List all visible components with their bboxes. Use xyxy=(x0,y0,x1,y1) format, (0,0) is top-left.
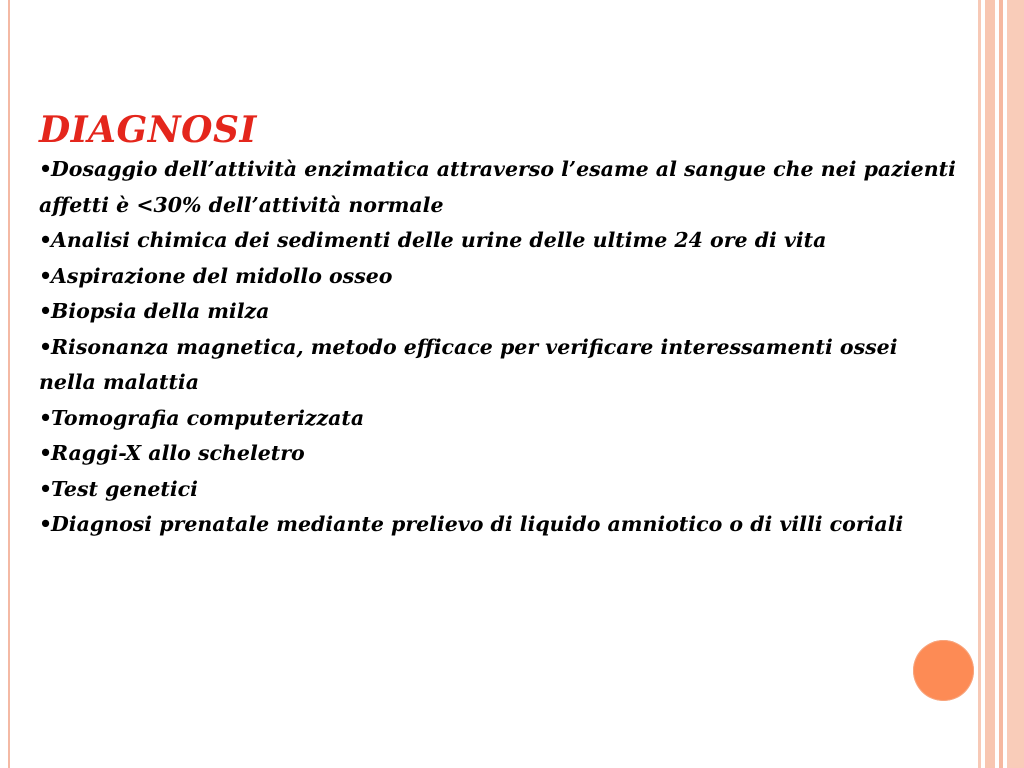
stripe xyxy=(978,0,981,768)
bullet-glyph: • xyxy=(39,334,53,359)
list-item-text: Risonanza magnetica, metodo efficace per verificare interessamenti ossei nella malattia xyxy=(39,334,898,394)
list-item xyxy=(39,259,959,295)
list-item xyxy=(39,223,959,259)
list-item xyxy=(39,330,959,401)
orange-circle-decoration xyxy=(913,640,974,701)
list-item xyxy=(39,401,959,437)
bullet-glyph: • xyxy=(39,299,53,323)
list-item-text: Biopsia della milza xyxy=(51,299,270,323)
list-item-text: Tomografia computerizzata xyxy=(51,405,365,430)
bullet-list xyxy=(39,152,959,543)
list-item-text: Dosaggio dell’attività enzimatica attraverso l’esame al sangue che nei pazienti affetti è <30% dell’attività normale xyxy=(39,157,956,217)
list-item-text: Diagnosi prenatale mediante prelievo di liquido amniotico o di villi coriali xyxy=(51,512,904,536)
bullet-glyph: • xyxy=(39,263,53,288)
bullet-glyph: • xyxy=(39,405,53,430)
list-item-text: Analisi chimica dei sedimenti delle urine delle ultime 24 ore di vita xyxy=(51,228,827,252)
left-border-line xyxy=(8,0,10,768)
stripe xyxy=(1007,0,1024,768)
bullet-glyph: • xyxy=(39,441,53,465)
list-item xyxy=(39,294,959,330)
right-decorative-stripes xyxy=(978,0,1024,768)
bullet-glyph: • xyxy=(39,228,53,252)
list-item-text: Test genetici xyxy=(51,476,198,501)
slide-content xyxy=(39,108,959,543)
list-item xyxy=(39,152,959,223)
list-item-text: Raggi-X allo scheletro xyxy=(51,441,305,465)
stripe xyxy=(985,0,995,768)
list-item-text: Aspirazione del midollo osseo xyxy=(51,263,393,288)
slide-title: DIAGNOSI xyxy=(39,109,257,151)
list-item xyxy=(39,436,959,472)
stripe xyxy=(999,0,1003,768)
list-item xyxy=(39,507,959,543)
list-item xyxy=(39,472,959,508)
bullet-glyph: • xyxy=(39,476,53,501)
bullet-glyph: • xyxy=(39,512,53,536)
bullet-glyph: • xyxy=(39,157,53,181)
